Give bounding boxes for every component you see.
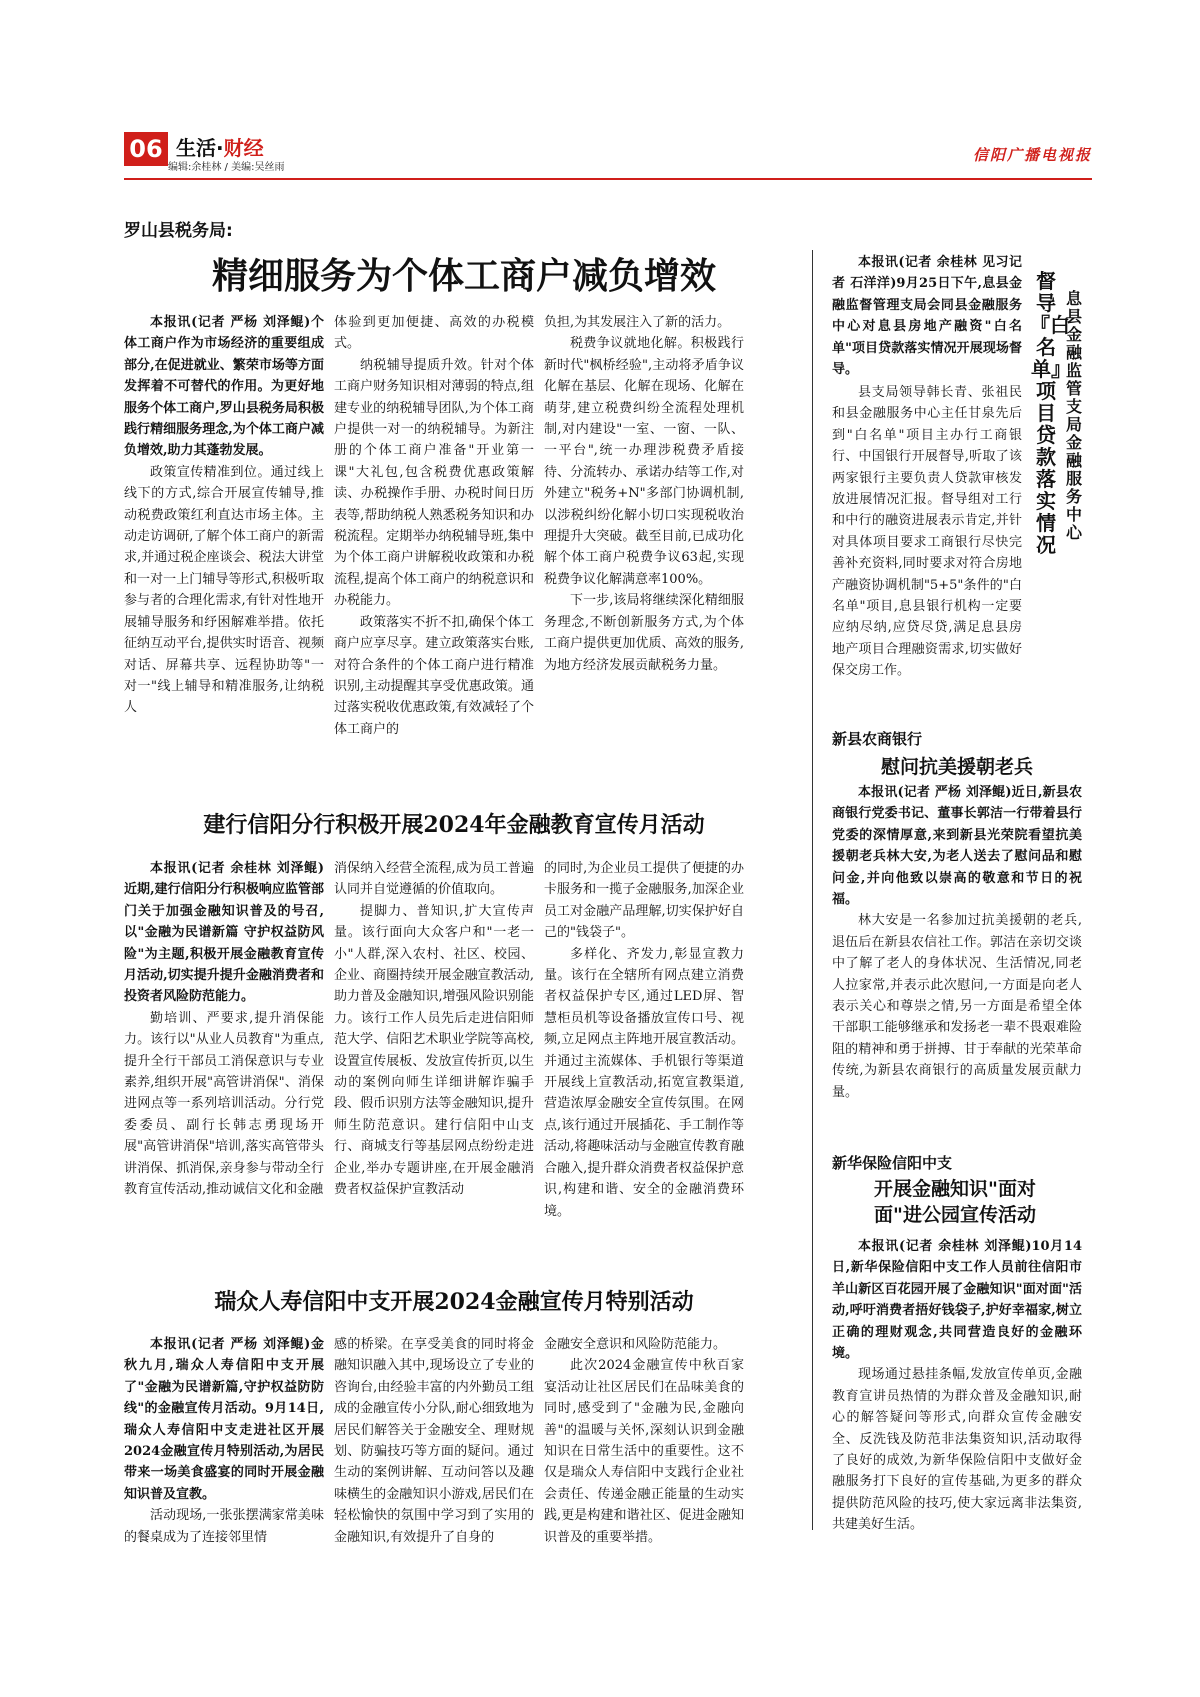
paragraph: 消保纳入经营全流程,成为员工普遍认同并自觉遵循的价值取向。 <box>334 861 534 898</box>
paragraph: 本报讯(记者 余桂林 见习记者 石洋洋)9月25日下午,息县金融监督管理支局会同县金融服务中心对息县房地产融资"白名单"项目贷款落实情况开展现场督导。 <box>832 255 1022 378</box>
paragraph: 现场通过悬挂条幅,发放宣传单页,金融教育宣讲员热情的为群众普及金融知识,耐心的解答疑问等形式,向群众宣传金融安全、反洗钱及防范非法集资知识,活动取得了良好的成效,为新华保险信阳中支做好金融服务打下良好的宣传基础,为更多的群众提供防范风险的技巧,使大家远离非法集资,共建美好生活。 <box>832 1367 1082 1533</box>
paragraph: 本报讯(记者 余桂林 刘泽鲲)10月14日,新华保险信阳中支工作人员前往信阳市羊山新区百花园开展了金融知识"面对面"活动,呼吁消费者捂好钱袋子,护好幸福家,树立正确的理财观念,共同营造良好的金融环境。 <box>832 1239 1082 1362</box>
right2-kicker: 新县农商银行 <box>832 730 923 748</box>
right3-body <box>832 1236 1082 1572</box>
section-title: 生活·财经 <box>176 136 264 160</box>
paragraph: 的同时,为企业员工提供了便捷的办卡服务和一揽子金融服务,加深企业员工对金融产品理解,切实保护好自己的"钱袋子"。 <box>544 861 744 941</box>
paragraph: 多样化、齐发力,彰显宣教力量。该行在全辖所有网点建立消费者权益保护专区,通过LED屏、智慧柜员机等设备播放宣传口号、视频,立足网点主阵地开展宣教活动。并通过主流媒体、手机银行等渠道开展线上宣教活动,拓宽宣教渠道,营造浓厚金融安全宣传氛围。在网点,该行通过开展插花、手工制作等活动,将趣味活动与金融宣传教育融合融入,提升群众消费者权益保护意识,构建和谐、安全的金融消费环境。 <box>544 946 744 1219</box>
article3-column-3 <box>544 1334 744 1590</box>
paragraph: 本报讯(记者 余桂林 刘泽鲲)近期,建行信阳分行积极响应监管部门关于加强金融知识普及的号召,以"金融为民谱新篇 守护权益防风险"为主题,积极开展金融教育宣传月活动,切实提升提升金融消费者和投资者风险防范能力。 <box>124 861 324 1005</box>
section-title-b: 财经 <box>223 136 264 160</box>
article2-title: 建行信阳分行积极开展2024年金融教育宣传月活动 <box>203 812 705 838</box>
page-number: 06 <box>124 132 168 166</box>
right3-kicker: 新华保险信阳中支 <box>832 1154 953 1172</box>
paragraph: 县支局领导韩长青、张祖民和县金融服务中心主任甘泉先后到"白名单"项目主办行工商银行、中国银行开展督导,听取了该两家银行主要负责人贷款审核发放进展情况汇报。督导组对工行和中行的融资进展表示肯定,并针对具体项目要求工商银行尽快完善补充资料,同时要求对符合房地产融资协调机制"5+5"条件的"白名单"项目,息县银行机构一定要应纳尽纳,应贷尽贷,满足息县房地产项目合理融资需求,切实做好保交房工作。 <box>832 385 1022 679</box>
paragraph: 本报讯(记者 严杨 刘泽鲲)近日,新县农商银行党委书记、董事长郭洁一行带着县行党委的深情厚意,来到新县光荣院看望抗美援朝老兵林大安,为老人送去了慰问品和慰问金,并向他致以崇高的敬意和节日的祝福。 <box>832 785 1082 908</box>
article2-column-2 <box>334 858 534 1266</box>
article3-column-1 <box>124 1334 324 1590</box>
paragraph: 提脚力、普知识,扩大宣传声量。该行面向大众客户和"一老一小"人群,深入农村、社区、校园、企业、商圈持续开展金融宣教活动,助力普及金融知识,增强风险识别能力。该行工作人员先后走进信阳师范大学、信阳艺术职业学院等高校,设置宣传展板、发放宣传折页,以生动的案例向师生详细讲解诈骗手段、假币识别方法等金融知识,提升师生防范意识。建行信阳中山支行、商城支行等基层网点纷纷走进企业,举办专题讲座,在开展金融消费者权益保护宣教活动 <box>334 903 534 1198</box>
paragraph: 林大安是一名参加过抗美援朝的老兵,退伍后在新县农信社工作。郭洁在亲切交谈中了解了老人的身体状况、生活情况,同老人拉家常,并表示此次慰问,一方面是向老人表示关心和尊崇之情,另一方面是希望全体干部职工能够继承和发扬老一辈不畏艰难险阻的精神和勇于拼搏、甘于奉献的光荣革命传统,为新县农商银行的高质量发展贡献力量。 <box>832 913 1082 1100</box>
article1-column-1 <box>124 312 324 780</box>
right1-vertical-kicker: 息县金融监管支局金融服务中心 <box>1065 289 1082 542</box>
paragraph: 负担,为其发展注入了新的活力。 <box>544 315 731 330</box>
paragraph: 下一步,该局将继续深化精细服务理念,不断创新服务方式,为个体工商户提供更加优质、高效的服务,为地方经济发展贡献税务力量。 <box>544 593 744 673</box>
right2-body <box>832 782 1082 1138</box>
paragraph: 感的桥梁。在享受美食的同时将金融知识融入其中,现场设立了专业的咨询台,由经验丰富的内外勤员工组成的金融宣传小分队,耐心细致地为居民们解答关于金融安全、理财规划、防骗技巧等方面的疑问。通过生动的案例讲解、互动问答以及趣味横生的金融知识小游戏,居民们在轻松愉快的氛围中学习到了实用的金融知识,有效提升了自身的 <box>334 1337 534 1545</box>
paragraph: 政策落实不折不扣,确保个体工商户应享尽享。建立政策落实台账,对符合条件的个体工商户进行精准识别,主动提醒其享受优惠政策。通过落实税收优惠政策,有效减轻了个体工商户的 <box>334 614 534 737</box>
paragraph: 此次2024金融宣传中秋百家宴活动让社区居民们在品味美食的同时,感受到了"金融为民,金融向善"的温暖与关怀,深刻认识到金融知识在日常生活中的重要性。这不仅是瑞众人寿信阳中支践行企业社会责任、传递金融正能量的生动实践,更是构建和谐社区、促进金融知识普及的重要举措。 <box>544 1358 744 1545</box>
paragraph: 本报讯(记者 严杨 刘泽鲲)金秋九月,瑞众人寿信阳中支开展了"金融为民谱新篇,守护权益防防线"的金融宣传月活动。9月14日,瑞众人寿信阳中支走进社区开展2024金融宣传月特别活动,为居民带来一场美食盛宴的同时开展金融知识普及宣教。 <box>124 1337 324 1502</box>
article1-column-2 <box>334 312 534 780</box>
article1-title: 精细服务为个体工商户减负增效 <box>211 256 716 297</box>
article1-kicker: 罗山县税务局: <box>124 221 233 241</box>
paragraph: 税费争议就地化解。积极践行新时代"枫桥经验",主动将矛盾争议化解在基层、化解在现场、化解在萌芽,建立税费纠纷全流程处理机制,对内建设"一室、一窗、一队、一平台",统一办理涉税费矛盾接待、分流转办、承诺办结等工作,对外建立"税务+N"多部门协调机制,以涉税纠纷化解小切口实现税收治理提升大突破。截至目前,已成功化解个体工商户税费争议63起,实现税费争议化解满意率100%。 <box>544 336 744 587</box>
article1-column-3 <box>544 312 744 780</box>
paragraph: 纳税辅导提质升效。针对个体工商户财务知识相对薄弱的特点,组建专业的纳税辅导团队,为个体工商户提供一对一的纳税辅导。为新注册的个体工商户准备"开业第一课"大礼包,包含税费优惠政策解读、办税操作手册、办税时间日历表等,帮助纳税人熟悉税务知识和办税流程。定期举办纳税辅导班,集中为个体工商户讲解税收政策和办税流程,提高个体工商户的纳税意识和办税能力。 <box>334 357 534 609</box>
header-rule <box>124 178 1092 180</box>
right2-title: 慰问抗美援朝老兵 <box>880 756 1033 778</box>
article2-column-1 <box>124 858 324 1266</box>
article2-column-3 <box>544 858 744 1266</box>
paragraph: 金融安全意识和风险防范能力。 <box>544 1337 727 1352</box>
paragraph: 勤培训、严要求,提升消保能力。该行以"从业人员教育"为重点,提升全行干部员工消保意识与专业素养,组织开展"高管讲消保"、消保进网点等一系列培训活动。分行党委委员、副行长韩志勇现场开展"高管讲消保"培训,落实高管带头讲消保、抓消保,亲身参与带动全行教育宣传活动,推动诚信文化和金融 <box>124 1010 324 1198</box>
paragraph: 本报讯(记者 严杨 刘泽鲲)个体工商户作为市场经济的重要组成部分,在促进就业、繁荣市场等方面发挥着不可替代的作用。为更好地服务个体工商户,罗山县税务局积极践行精细服务理念,为个体工商户减负增效,助力其蓬勃发展。 <box>124 315 324 459</box>
right3-title: 开展金融知识"面对面"进公园宣传活动 <box>874 1178 1036 1226</box>
paper-name: 信阳广播电视报 <box>972 146 1092 164</box>
column-divider <box>812 250 813 1530</box>
paragraph: 政策宣传精准到位。通过线上线下的方式,综合开展宣传辅导,推动税费政策红利直达市场主体。主动走访调研,了解个体工商户的新需求,并通过税企座谈会、税法大讲堂和一对一上门辅导等形式,积极听取参与者的合理化需求,有针对性地开展辅导服务和纾困解难举措。依托征纳互动平台,提供实时语音、视频对话、屏幕共享、远程协助等"一对一"线上辅导和精准服务,让纳税人 <box>124 464 324 716</box>
right1-body-mid <box>832 382 1022 679</box>
paragraph: 体验到更加便捷、高效的办税模式。 <box>334 315 534 352</box>
section-title-a: 生活 <box>176 136 216 160</box>
article3-title: 瑞众人寿信阳中支开展2024金融宣传月特别活动 <box>214 1289 694 1315</box>
editors-credit: 编辑:余桂林 / 美编:吴丝雨 <box>168 162 285 173</box>
right1-vertical-title: 督导『白名单』项目贷款落实情况 <box>1030 269 1070 557</box>
paragraph: 活动现场,一张张摆满家常美味的餐桌成为了连接邻里情 <box>124 1508 324 1545</box>
article3-column-2 <box>334 1334 534 1590</box>
